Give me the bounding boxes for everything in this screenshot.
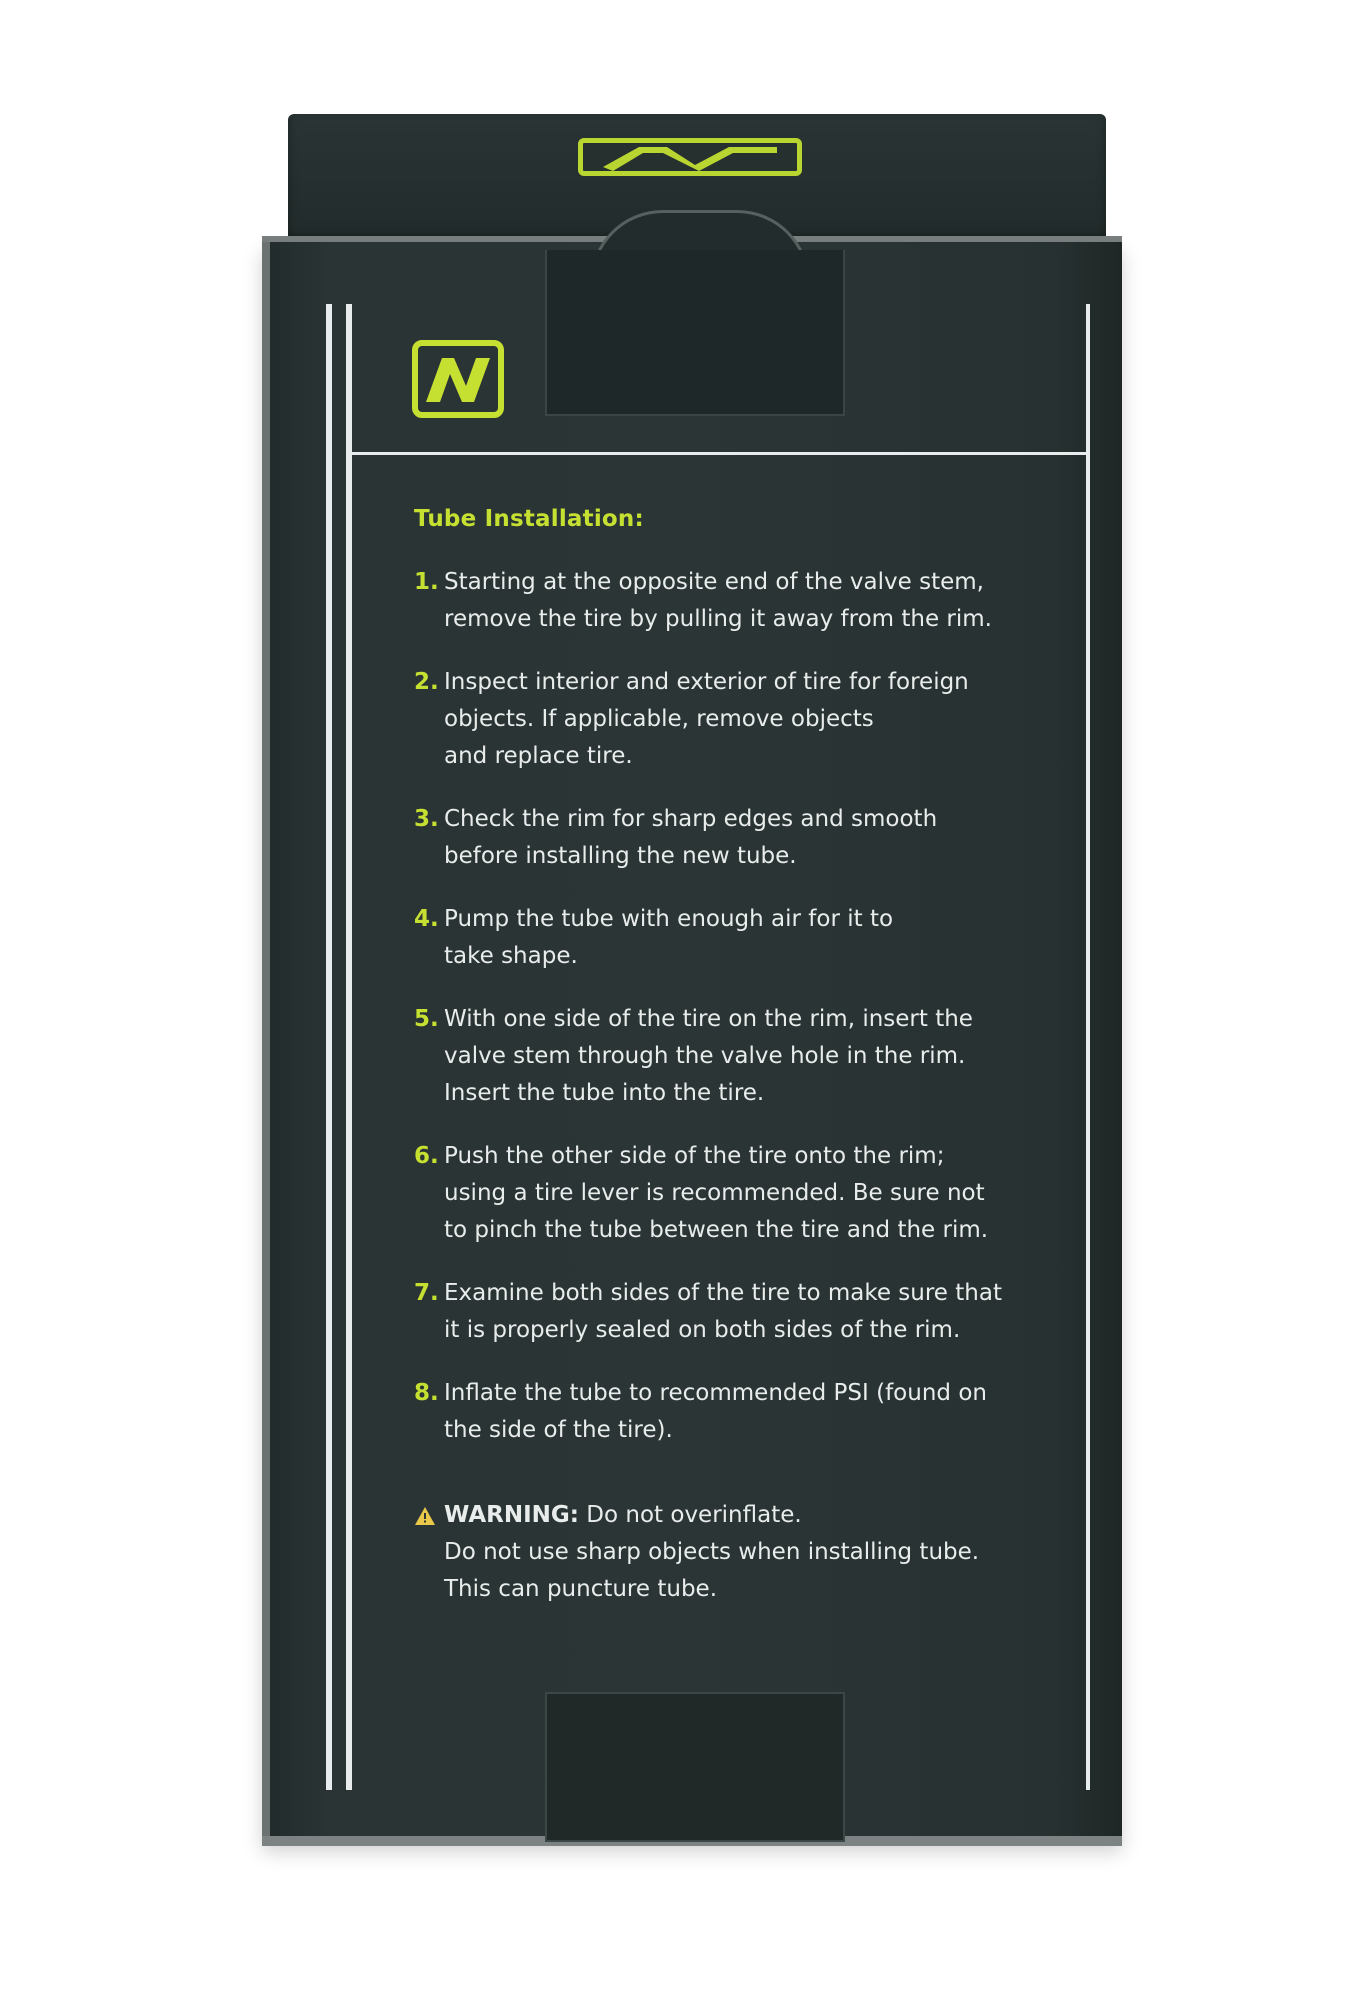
step-text: Pump the tube with enough air for it to take shape. (444, 906, 894, 969)
step-text: Check the rim for sharp edges and smooth before installing the new tube. (444, 806, 938, 869)
warning-first-line: Do not overinflate. (578, 1502, 802, 1528)
step-item (414, 1275, 1054, 1349)
warning-label: WARNING: (444, 1502, 579, 1528)
step-text: Push the other side of the tire onto the rim; using a tire lever is recommended. Be sure not to pinch the tube between the tire and the rim. (444, 1143, 989, 1243)
step-text: With one side of the tire on the rim, insert the valve stem through the valve hole in the rim. Insert the tube into the tire. (444, 1006, 973, 1106)
step-item (414, 664, 1054, 775)
warning-triangle-icon (414, 1506, 436, 1526)
step-number: 4. (414, 906, 439, 932)
step-number: 8. (414, 1380, 439, 1406)
step-text: Examine both sides of the tire to make sure that it is properly sealed on both sides of the rim. (444, 1280, 1002, 1343)
box-left-edge (262, 242, 270, 1842)
header-divider (352, 452, 1090, 455)
step-number: 1. (414, 569, 439, 595)
step-text: Inspect interior and exterior of tire for foreign objects. If applicable, remove objects and replace tire. (444, 669, 969, 769)
step-item (414, 564, 1054, 638)
instructions-heading: Tube Installation: (414, 506, 644, 532)
step-number: 2. (414, 669, 439, 695)
instructions-panel (414, 506, 1054, 1608)
step-number: 5. (414, 1006, 439, 1032)
step-item (414, 1001, 1054, 1112)
left-stripe-outer (326, 304, 332, 1790)
warning-details: Do not use sharp objects when installing tube. This can puncture tube. (444, 1539, 980, 1602)
step-item (414, 801, 1054, 875)
step-text: Starting at the opposite end of the valve stem, remove the tire by pulling it away from the rim. (444, 569, 992, 632)
step-item (414, 1375, 1054, 1449)
step-item (414, 1138, 1054, 1249)
step-number: 3. (414, 806, 439, 832)
top-tuck-flap (545, 250, 845, 416)
bottom-tuck-flap (545, 1692, 845, 1842)
step-number: 6. (414, 1143, 439, 1169)
step-number: 7. (414, 1280, 439, 1306)
step-item (414, 901, 1054, 975)
warning-block (414, 1497, 1054, 1608)
brand-logo-icon (412, 340, 504, 418)
step-list (414, 564, 1054, 1449)
right-stripe (1086, 304, 1090, 1790)
left-stripe-inner (346, 304, 352, 1790)
step-text: Inflate the tube to recommended PSI (found on the side of the tire). (444, 1380, 987, 1443)
lid-logo-icon (578, 138, 802, 176)
